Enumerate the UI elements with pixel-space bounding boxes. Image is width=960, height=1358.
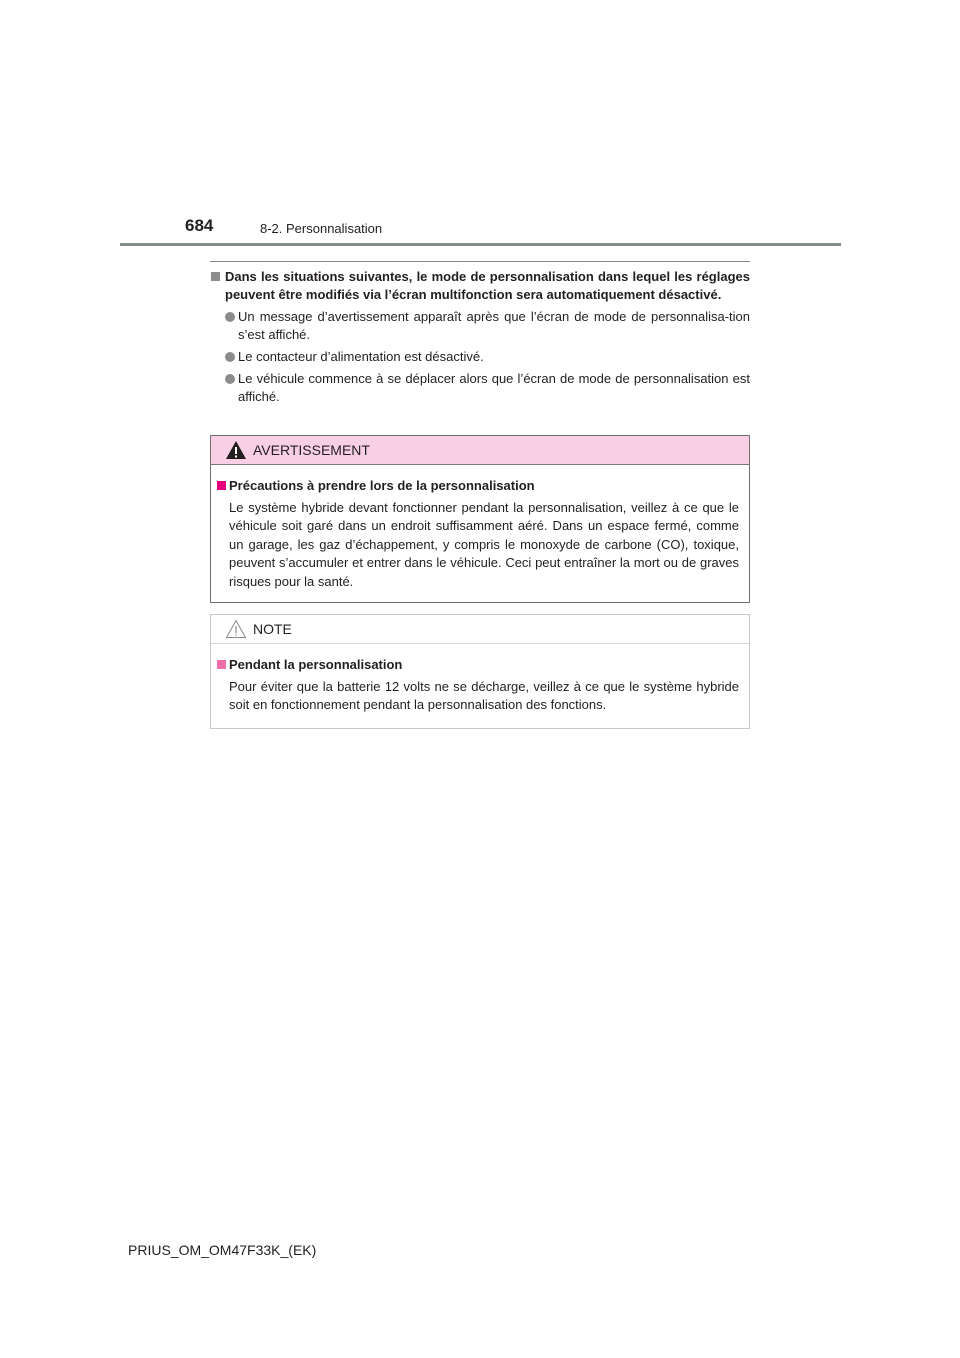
list-item bbox=[210, 308, 750, 344]
section-title: 8-2. Personnalisation bbox=[260, 221, 383, 236]
section-heading bbox=[210, 268, 750, 304]
note-box-heading-text: Pendant la personnalisation bbox=[229, 657, 403, 672]
round-bullet-icon bbox=[225, 312, 235, 322]
section-heading-text: Dans les situations suivantes, le mode de personnalisation dans lequel les réglages peuvent être modifiés via l’écran multifonction sera automatiquement désactivé. bbox=[225, 269, 750, 302]
list-item-text: Le contacteur d’alimentation est désactivé. bbox=[238, 349, 484, 364]
list-item-text: Un message d’avertissement apparaît après que l’écran de mode de personnalisa-tion s’est affiché. bbox=[238, 309, 750, 342]
warning-box bbox=[210, 435, 750, 603]
note-box-text: Pour éviter que la batterie 12 volts ne se décharge, veillez à ce que le système hybride soit en fonctionnement pendant la personnalisation des fonctions. bbox=[229, 678, 739, 712]
square-bullet-icon bbox=[217, 660, 226, 669]
main-content bbox=[210, 268, 750, 406]
warning-box-text: Le système hybride devant fonctionner pendant la personnalisation, veillez à ce que le véhicule soit garé dans un endroit suffisamment aéré. Dans un espace fermé, comme un garage, les gaz d’échappement, y compris le monoxyde de carbone (CO), toxique, peuvent s’accumuler et entrer dans le véhicule. Ceci peut entraîner la mort ou de graves risques pour la santé. bbox=[229, 499, 739, 589]
list-item bbox=[210, 370, 750, 406]
list-item-text: Le véhicule commence à se déplacer alors que l’écran de mode de personnalisation est affiché. bbox=[238, 371, 750, 404]
document-code: PRIUS_OM_OM47F33K_(EK) bbox=[128, 1242, 317, 1258]
warning-box-heading-text: Précautions à prendre lors de la personnalisation bbox=[229, 478, 535, 493]
note-box-header bbox=[211, 615, 749, 644]
warning-box-body bbox=[211, 465, 749, 591]
square-bullet-icon bbox=[217, 481, 226, 490]
warning-box-heading bbox=[217, 477, 739, 496]
note-box-heading bbox=[217, 656, 739, 675]
note-box bbox=[210, 614, 750, 729]
list-item bbox=[210, 348, 750, 366]
caution-outline-triangle-icon bbox=[225, 619, 247, 639]
note-box-title: NOTE bbox=[253, 621, 292, 637]
round-bullet-icon bbox=[225, 374, 235, 384]
warning-triangle-icon bbox=[225, 440, 247, 460]
warning-box-title: AVERTISSEMENT bbox=[253, 442, 370, 458]
header-rule bbox=[120, 243, 841, 246]
warning-box-header bbox=[211, 436, 749, 465]
content-divider bbox=[210, 261, 750, 262]
square-bullet-icon bbox=[211, 272, 220, 281]
page-number: 684 bbox=[185, 216, 214, 235]
round-bullet-icon bbox=[225, 352, 235, 362]
note-box-body bbox=[211, 644, 749, 715]
